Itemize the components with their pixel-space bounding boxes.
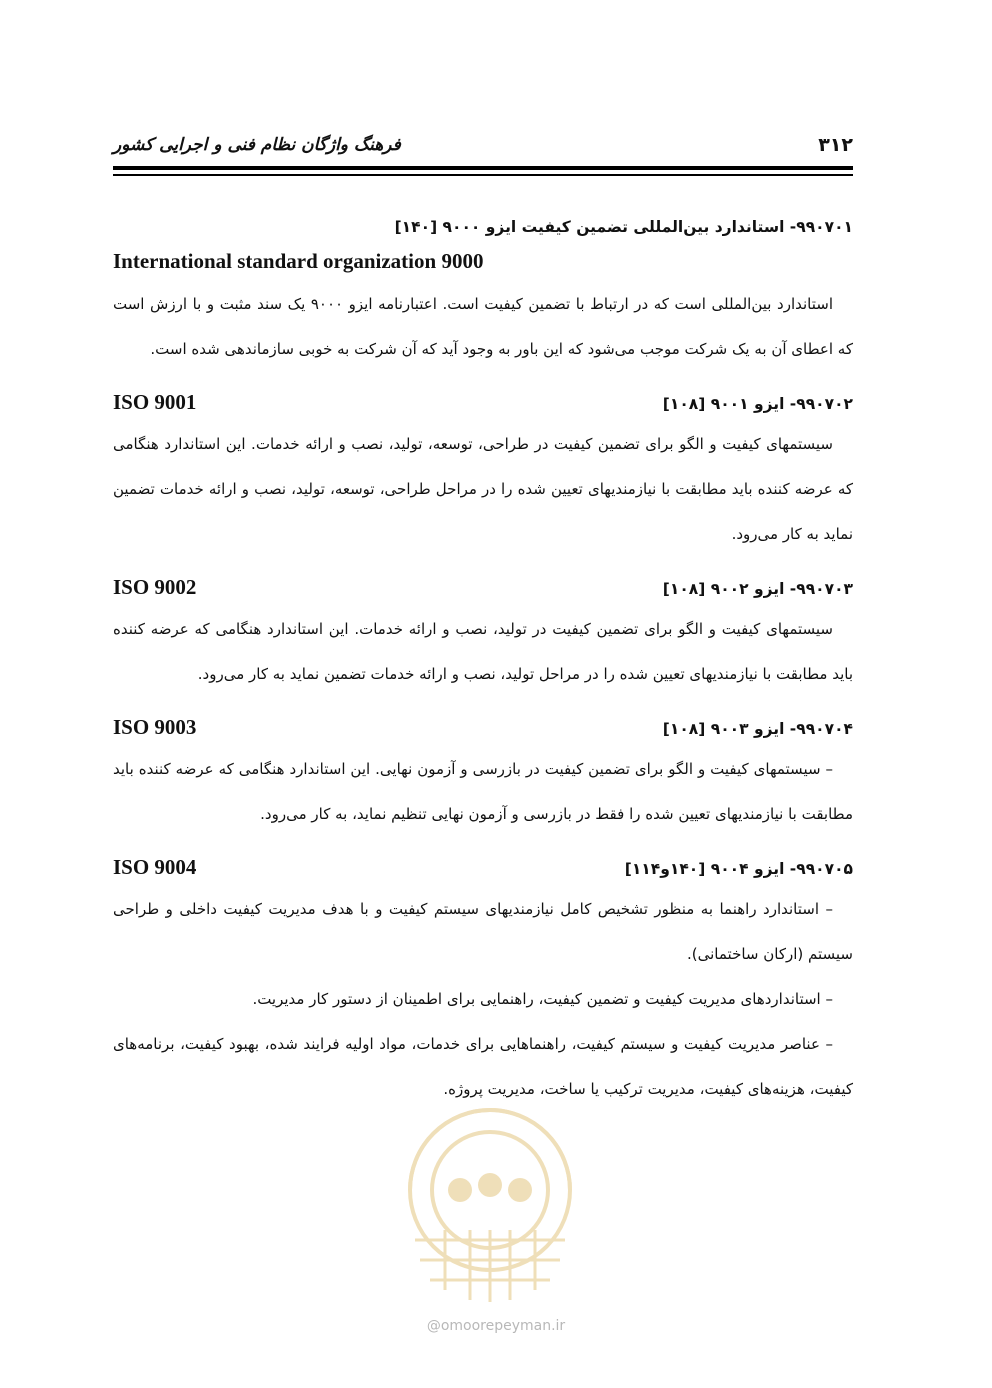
entry-english-term: ISO 9001 [113,390,197,414]
entry-code: ۹۹۰۷۰۴- ایزو ۹۰۰۳ [۱۰۸] [662,720,853,738]
entry-heading [113,707,853,747]
entry-heading [113,382,853,422]
watermark-text: @omoorepeyman.ir [426,1318,566,1334]
glossary-entry [113,382,853,557]
entry-definition: – استانداردهای مدیریت کیفیت و تضمین کیفیت، راهنمایی برای اطمینان از دستور کار مدیریت. [252,990,833,1008]
entry-english-term: ISO 9002 [113,575,197,599]
header-rule-thick [113,166,853,170]
header-rule-thin [113,174,853,176]
page-header [113,128,853,162]
glossary-entry [113,847,853,1112]
entry-code: ۹۹۰۷۰۲- ایزو ۹۰۰۱ [۱۰۸] [662,395,853,413]
entry-code: ۹۹۰۷۰۱- استاندارد بین‌المللی تضمین کیفیت ایزو ۹۰۰۰ [۱۴۰] [394,218,853,236]
entry-definition: – سیستمهای کیفیت و الگو برای تضمین کیفیت در بازرسی و آزمون نهایی. این استاندارد هنگامی که عرضه کننده باید مطابقت با نیازمندیهای تعیین شده را فقط در بازرسی و آزمون نهایی تنظیم نماید، به کار می‌رود. [113,760,853,823]
entry-english-term: International standard organization 9000 [113,249,484,273]
entry-definition: – عناصر مدیریت کیفیت و سیستم کیفیت، راهنماهایی برای خدمات، مواد اولیه فرایند شده، بهبود کیفیت، برنامه‌های کیفیت، هزینه‌های کیفیت، مدیریت ترکیب یا ساخت، مدیریت پروژه. [113,1035,853,1098]
entry-english-term: ISO 9004 [113,855,197,879]
page-content [113,210,853,1122]
entry-heading [113,210,853,244]
entry-definition: استاندارد بین‌المللی است که در ارتباط با تضمین کیفیت است. اعتبارنامه ایزو ۹۰۰۰ یک سند مثبت و با ارزش است که اعطای آن به یک شرکت موجب می‌شود که این باور به وجود آید که آن شرکت به خوبی سازماندهی شده است. [113,295,853,358]
entry-heading [113,567,853,607]
glossary-entry [113,707,853,837]
glossary-entry [113,210,853,372]
glossary-entry [113,567,853,697]
entry-code: ۹۹۰۷۰۵- ایزو ۹۰۰۴ [۱۴۰و۱۱۴] [624,860,853,878]
entry-definition: سیستمهای کیفیت و الگو برای تضمین کیفیت در طراحی، توسعه، تولید، نصب و ارائه خدمات. این استاندارد هنگامی که عرضه کننده باید مطابقت با نیازمندیهای تعیین شده را در مراحل طراحی، توسعه، تولید، نصب و ارائه خدمات تضمین نماید به کار می‌رود. [113,435,853,543]
entry-code: ۹۹۰۷۰۳- ایزو ۹۰۰۲ [۱۰۸] [662,580,853,598]
watermark-emblem-icon [385,1090,595,1310]
entry-english-term: ISO 9003 [113,715,197,739]
book-title: فرهنگ واژگان نظام فنی و اجرایی کشور [113,135,401,155]
page-number: ۳۱۲ [818,134,853,156]
entry-heading [113,847,853,887]
entry-definition: سیستمهای کیفیت و الگو برای تضمین کیفیت در تولید، نصب و ارائه خدمات. این استاندارد هنگامی که عرضه کننده باید مطابقت با نیازمندیهای تعیین شده را در مراحل تولید، نصب و ارائه خدمات تضمین نماید به کار می‌رود. [113,620,853,683]
entry-definition: – استاندارد راهنما به منظور تشخیص کامل نیازمندیهای سیستم کیفیت و با هدف مدیریت کیفیت داخلی و طراحی سیستم (ارکان ساختمانی). [113,900,853,963]
